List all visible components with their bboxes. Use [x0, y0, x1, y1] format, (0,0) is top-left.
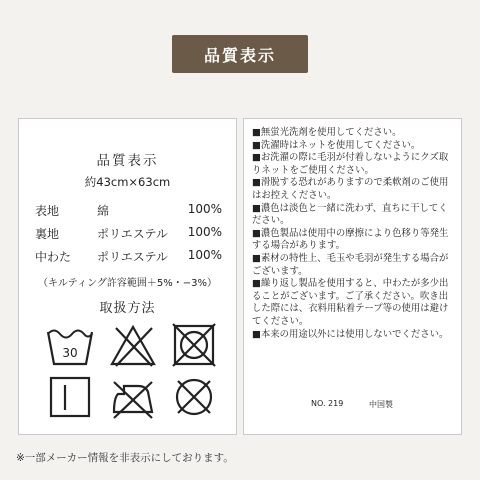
quality-label-right — [243, 118, 462, 435]
material-row — [35, 248, 222, 266]
care-note: ■お洗濯の際に毛羽が付着しないようにクズ取りネットをご使用ください。 — [252, 152, 449, 176]
page-title-badge — [172, 35, 308, 73]
no-iron-icon — [108, 374, 158, 420]
material-row — [35, 225, 222, 243]
material-part: 表地 — [35, 204, 60, 218]
care-note: ■洗濯時はネットを使用してください。 — [252, 139, 421, 151]
country-of-origin: 中国製 — [369, 400, 393, 409]
material-percent: 100% — [187, 248, 222, 262]
material-percent: 100% — [187, 202, 222, 216]
care-note: ■濃色製品は使用中の摩擦により色移り等発生する場合があります。 — [252, 227, 449, 252]
care-note: ■濃色は淡色と一緒に洗わず、直ちに干してください。 — [252, 202, 448, 227]
material-part: 中わた — [35, 250, 72, 264]
wash-30-icon — [45, 322, 95, 368]
quality-label-left — [18, 118, 237, 435]
material-row — [35, 202, 222, 220]
care-note: ■素材の特性上、毛玉や毛羽が発生する場合がございます。 — [252, 252, 449, 277]
wash-temp-label: 30 — [62, 346, 78, 360]
product-number: NO. 219 — [311, 399, 344, 408]
care-note: ■本来の用途以外には使用しないでください。 — [252, 328, 449, 340]
material-fabric: ポリエステル — [97, 227, 168, 241]
material-part: 裏地 — [35, 227, 60, 241]
tolerance-text: （キルティング許容範囲＋5%・−3%） — [37, 278, 217, 289]
line-dry-icon — [45, 374, 95, 420]
label-title: 品質表示 — [96, 153, 159, 169]
material-fabric: ポリエステル — [97, 250, 168, 264]
disclaimer-note: ※一部メーカー情報を非表示にしております。 — [16, 452, 234, 464]
no-dry-clean-icon — [169, 374, 219, 420]
material-percent: 100% — [187, 225, 222, 239]
care-heading: 取扱方法 — [99, 301, 156, 316]
care-note: ■無蛍光洗剤を使用してください。 — [252, 127, 402, 138]
no-tumble-dry-icon — [169, 322, 219, 368]
care-notes — [252, 127, 455, 341]
care-note: ■繰り返し製品を使用すると、中わたが多少出ることがございます。ご了承ください。吹き出した際には、衣料用粘着テープ等の使用は避けてください。 — [252, 278, 449, 327]
care-note: ■滑脱する恐れがありますので柔軟剤のご使用はお控えください。 — [252, 177, 449, 201]
page-title: 品質表示 — [203, 45, 276, 65]
size-text: 約43cm×63cm — [84, 175, 171, 189]
material-fabric: 綿 — [97, 204, 110, 218]
no-bleach-icon — [108, 322, 158, 368]
